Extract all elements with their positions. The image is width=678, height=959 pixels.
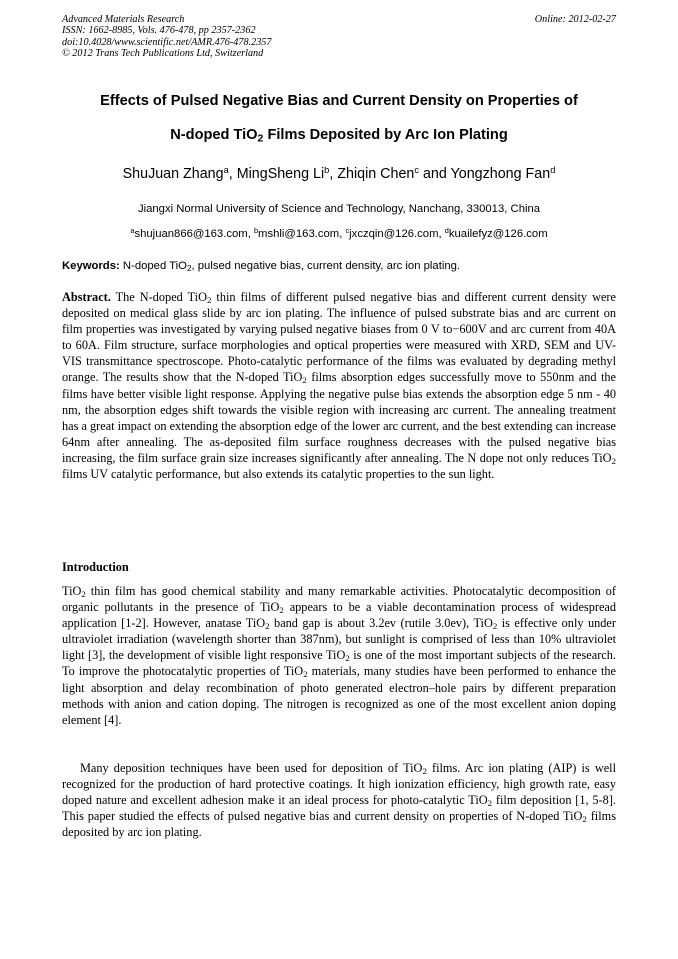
email-address[interactable]: shujuan866@163.com (134, 228, 248, 240)
subscript: 2 (345, 653, 350, 664)
keywords: Keywords: N-doped TiO$_2$, pulsed negative bias, current density, arc ion plating. (62, 260, 461, 274)
paper-title-line-2: N-doped TiO$_2$ Films Deposited by Arc Ion Plating (170, 127, 508, 145)
subscript: 2 (582, 814, 587, 825)
subscript: 2 (302, 375, 307, 386)
subscript: 2 (265, 621, 270, 632)
email-address[interactable]: mshli@163.com (258, 228, 340, 240)
email-address[interactable]: jxczqin@126.com (349, 228, 439, 240)
author: Zhiqin Chen$^c$ (337, 164, 419, 182)
introduction-paragraph-1: TiO$_2$ thin film has good chemical stability and many remarkable activities. Photocatalytic decomposition of organic pollutants in the presence of TiO$_2$ appears to be a viable decontamination process of widespread application [1-2]. However, anatase TiO$_2$ band gap is about 3.2ev (rutile 3.0ev), TiO$_2$ is effective only under ultraviolet irradiation (wavelength shorter than 387nm), but sunlight is comprised of less than 10% ultraviolet light [3], the development of visible light responsive TiO$_2$ is one of the most important subjects of the research. To improve the photocatalytic properties of TiO$_2$ materials, many studies have been performed to enhance the light absorption and delay recombination of photo generated electron–hole pairs by different preparation methods with anion and cation doping. The nitrogen is recognized as one of the most excellent anion doping element [4]. (62, 584, 617, 727)
subscript: 2 (206, 295, 212, 306)
journal-name: Advanced Materials Research (62, 14, 185, 25)
subscript: 2 (303, 669, 308, 680)
doi-line: doi:10.4028/www.scientific.net/AMR.476-478.2357 (62, 36, 272, 48)
running-header (62, 14, 616, 59)
keywords-label: Keywords: (62, 260, 120, 272)
subscript: 2 (279, 605, 284, 616)
subscript: 2 (487, 798, 493, 809)
author-list: ShuJuan Zhang$^a$, MingSheng Li$^b$, Zhiqin Chen$^c$ and Yongzhong Fan$^d$ (122, 164, 556, 182)
introduction-paragraph-2: Many deposition techniques have been used for deposition of TiO$_2$ films. Arc ion plating (AIP) is well recognized for the production of hard protective coatings. It high ionization efficiency, high growth rate, easy doped nature and excellent adhesion make it an ideal process for photo-catalytic TiO$_2$ film deposition [1, 5-8]. This paper studied the effects of pulsed negative bias and current density on properties of N-doped TiO$_2$ films deposited by arc ion plating. (62, 761, 616, 840)
abstract-label: Abstract. (62, 290, 111, 304)
author: Yongzhong Fan$^d$ (450, 164, 556, 182)
section-heading-introduction: Introduction (62, 560, 129, 574)
subscript: 2 (81, 589, 86, 600)
affiliation: Jiangxi Normal University of Science and Technology, Nanchang, 330013, China (137, 203, 541, 215)
subscript: 2 (611, 456, 616, 467)
online-date: Online: 2012-02-27 (534, 14, 616, 25)
subscript: 2 (422, 766, 427, 777)
issn-line: ISSN: 1662-8985, Vols. 476-478, pp 2357-2362 (62, 25, 256, 37)
author: ShuJuan Zhang$^a$ (122, 164, 229, 182)
author: MingSheng Li$^b$ (236, 164, 330, 182)
email-list: $^a$shujuan866@163.com, $^b$mshli@163.com, $^c$jxczqin@126.com, $^d$kuailefyz@126.com (130, 225, 548, 240)
paper-title-line-1: Effects of Pulsed Negative Bias and Current Density on Properties of (100, 93, 578, 109)
email-address[interactable]: kuailefyz@126.com (448, 228, 548, 240)
subscript: 2 (492, 621, 498, 632)
copyright-line: © 2012 Trans Tech Publications Ltd, Switzerland (62, 47, 264, 59)
abstract: Abstract. The N-doped TiO$_2$ thin films of different pulsed negative bias and different current density were deposited on medical glass slide by arc ion plating. The influence of pulsed substrate bias and arc current on film properties was investigated by varying pulsed negative biases from 0 V to−600V and arc current from 40A to 60A. Film structure, surface morphologies and optical properties were measured with XRD, SEM and UV-VIS transmittance spectroscope. Photo-catalytic performance of the films was evaluated by degrading methyl orange. The results show that the N-doped TiO$_2$ films absorption edges successfully move to 550nm and the films have better visible light response. Applying the negative pulse bias extends the absorption edge 5 nm - 40 nm, the absorption edges shift towards the visible region with increasing arc current. The annealing treatment has a great impact on extending the absorption edge of the lower arc current, and the best extending can increase 64nm after annealing. The as-deposited film surface roughness decreases with the pulsed negative bias increasing, the film surface grain size increases significantly after annealing. The N dope not only reduces TiO$_2$ films UV catalytic performance, but also extends its catalytic properties to the sun light. (62, 290, 616, 482)
